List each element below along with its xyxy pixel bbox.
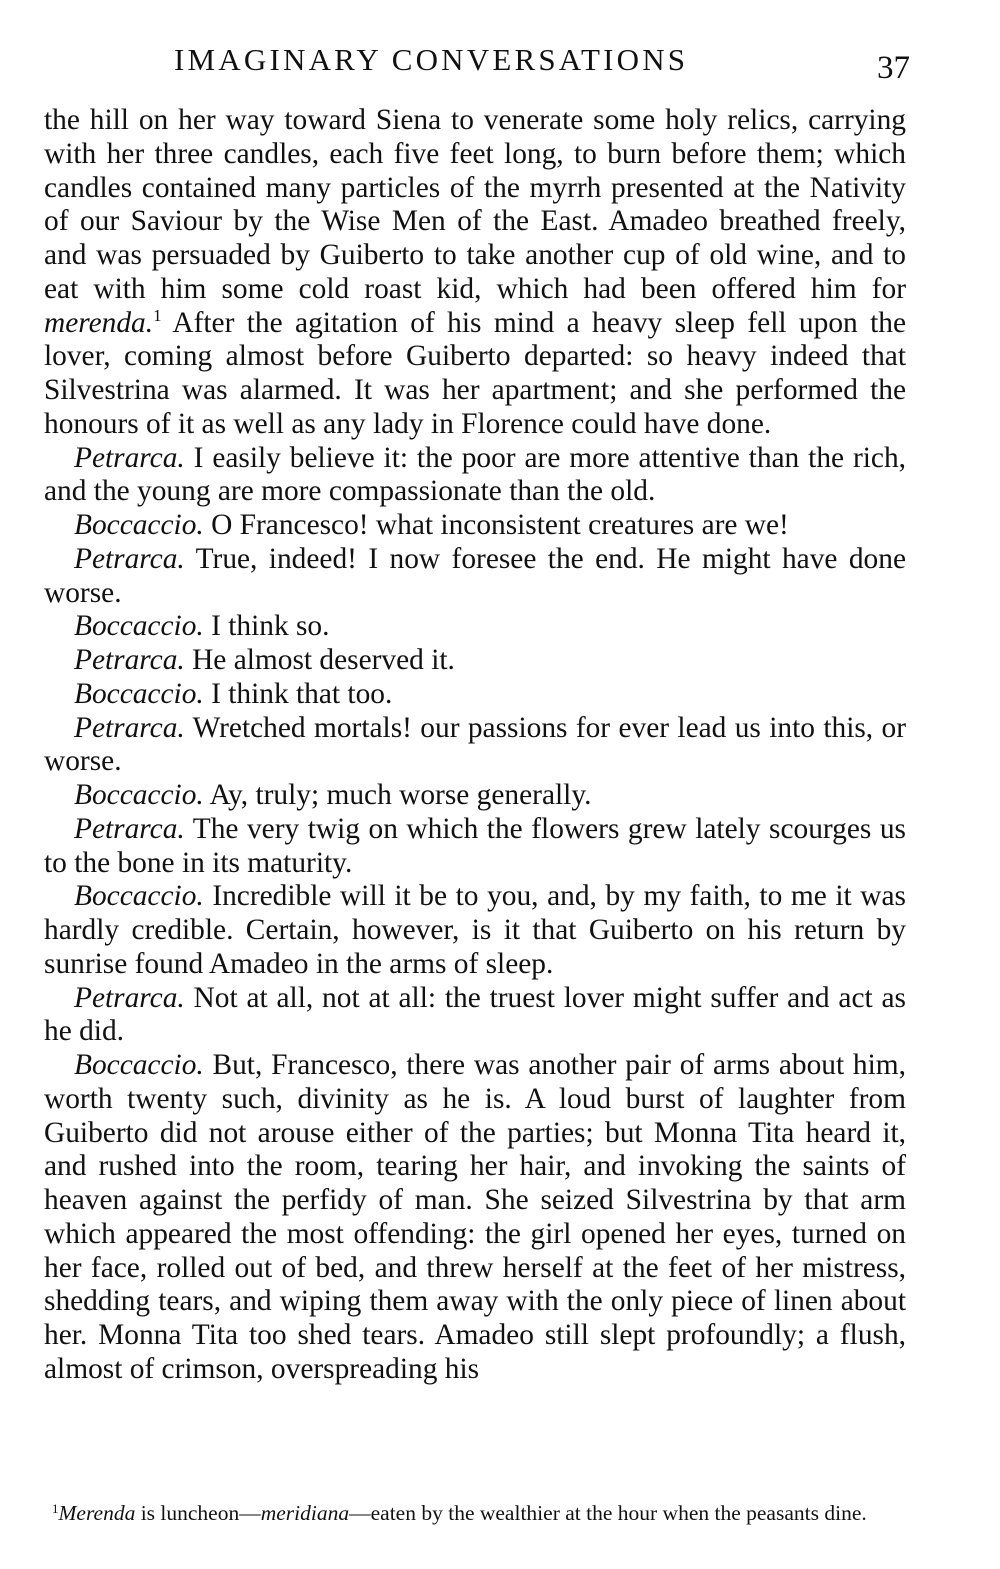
running-title: IMAGINARY CONVERSATIONS bbox=[174, 42, 689, 77]
dialogue-text: I think so. bbox=[203, 610, 330, 643]
footnote bbox=[44, 1500, 904, 1526]
footnote-mark: 1 bbox=[52, 1501, 59, 1516]
speaker-name: Petrarca. bbox=[74, 711, 185, 744]
narrative-paragraph bbox=[44, 104, 906, 442]
speaker-name: Petrarca. bbox=[74, 542, 185, 575]
dialogue-paragraph bbox=[44, 779, 906, 813]
dialogue-text: Incredible will it be to you, and, by my faith, to me it was hardly credible. Certain, however, is it that Guiberto on his return by sunrise found Amadeo in the arms of sleep. bbox=[44, 880, 906, 980]
speaker-name: Petrarca. bbox=[74, 981, 185, 1014]
footnote-term: Merenda bbox=[58, 1501, 136, 1525]
running-head bbox=[44, 42, 910, 86]
dialogue-paragraph bbox=[44, 442, 906, 510]
speaker-name: Boccaccio. bbox=[74, 1049, 204, 1081]
dialogue-text: But, Francesco, there was another pair of arms about him, worth twenty such, divinity as he is. A loud burst of laughter from Guiberto did not arouse either of the parties; but Monna Tita heard it, and rushed into the room, tearing her hair, and invoking the saints of heaven against the perfidy of man. She seized Silvestrina by that arm which appeared the most offending: the girl opened her eyes, turned on her face, rolled out of bed, and threw herself at the feet of her mistress, shedding tears, and wiping them away with the only piece of linen about her. Monna Tita too shed tears. Amadeo still slept profoundly; a flush, almost of crimson, overspreading his bbox=[44, 1049, 906, 1385]
dialogue-text: Not at all, not at all: the truest lover might suffer and act as he did. bbox=[44, 981, 906, 1048]
speaker-name: Petrarca. bbox=[74, 812, 185, 845]
dialogue-text: Ay, truly; much worse generally. bbox=[203, 779, 592, 811]
footnote-text: —eaten by the wealthier at the hour when the peasants dine. bbox=[349, 1501, 867, 1525]
dialogue-text: Wretched mortals! our passions for ever lead us into this, or worse. bbox=[44, 711, 906, 778]
dialogue-paragraph bbox=[44, 813, 906, 881]
dialogue-paragraph bbox=[44, 982, 906, 1050]
speaker-name: Boccaccio. bbox=[74, 779, 204, 811]
dialogue-paragraph bbox=[44, 610, 906, 644]
speaker-name: Boccaccio. bbox=[74, 677, 204, 710]
dialogue-paragraph bbox=[44, 543, 906, 611]
page-number: 37 bbox=[877, 50, 910, 86]
dialogue-text: I think that too. bbox=[203, 677, 393, 710]
speaker-name: Petrarca. bbox=[74, 441, 185, 474]
footnote-gloss: meridiana bbox=[260, 1501, 350, 1525]
footnote-reference: 1 bbox=[153, 305, 162, 325]
dialogue-paragraph bbox=[44, 712, 906, 780]
dialogue-text: O Francesco! what inconsistent creatures are we! bbox=[203, 509, 789, 541]
dialogue-paragraph bbox=[44, 880, 906, 981]
dialogue-paragraph bbox=[44, 644, 906, 678]
dialogue-text: He almost deserved it. bbox=[184, 644, 455, 676]
dialogue-paragraph bbox=[44, 509, 906, 543]
dialogue-text: True, indeed! I now foresee the end. He might have done worse. bbox=[44, 542, 906, 609]
speaker-name: Boccaccio. bbox=[74, 509, 204, 541]
dialogue-paragraph bbox=[44, 1049, 906, 1387]
footnote-text: is luncheon— bbox=[135, 1501, 261, 1525]
italic-term: merenda. bbox=[44, 306, 154, 339]
paragraph-text: After the agitation of his mind a heavy sleep fell upon the lover, coming almost before Guiberto departed: so heavy indeed that Silvestrina was alarmed. It was her apartment; and she performed the honours of it as well as any lady in Florence could have done. bbox=[44, 306, 906, 440]
dialogue-text: I easily believe it: the poor are more attentive than the rich, and the young are more compassionate than the old. bbox=[44, 441, 906, 508]
speaker-name: Petrarca. bbox=[74, 644, 185, 676]
dialogue-text: The very twig on which the flowers grew lately scourges us to the bone in its maturity. bbox=[44, 812, 906, 879]
speaker-name: Boccaccio. bbox=[74, 610, 204, 643]
paragraph-text: the hill on her way toward Siena to venerate some holy relics, carrying with her three candles, each five feet long, to burn before them; which candles contained many particles of the myrrh presented at the Nativity of our Saviour by the Wise Men of the East. Amadeo breathed freely, and was persuaded by Guiberto to take another cup of old wine, and to eat with him some cold roast kid, which had been offered him for bbox=[44, 104, 906, 305]
dialogue-paragraph bbox=[44, 678, 906, 712]
body-text bbox=[44, 104, 906, 1387]
speaker-name: Boccaccio. bbox=[74, 880, 204, 913]
